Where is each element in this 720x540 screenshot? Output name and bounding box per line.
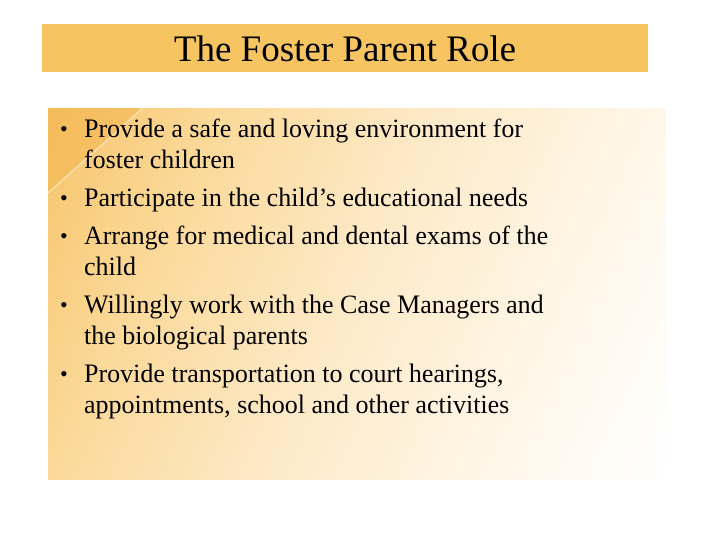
bullet-line: child (84, 252, 136, 281)
bullet-glyph: • (60, 223, 68, 248)
bullet-text (84, 113, 660, 175)
bullet-glyph: • (60, 185, 68, 210)
bullet-item (60, 182, 660, 213)
bullet-line: Participate in the child’s educational needs (84, 183, 529, 212)
bullet-line: Arrange for medical and dental exams of the (84, 221, 549, 250)
bullet-text (84, 358, 660, 420)
bullet-item (60, 289, 660, 351)
bullet-list (60, 113, 660, 427)
bullet-item (60, 113, 660, 175)
title-banner (42, 24, 648, 72)
bullet-line: foster children (84, 145, 235, 174)
bullet-line: Willingly work with the Case Managers and (84, 290, 544, 319)
bullet-line: Provide transportation to court hearings, (84, 359, 504, 388)
bullet-glyph: • (60, 116, 68, 141)
content-panel (48, 108, 666, 480)
bullet-line: the biological parents (84, 321, 308, 350)
bullet-glyph: • (60, 361, 68, 386)
bullet-text (84, 182, 660, 213)
slide-title: The Foster Parent Role (173, 28, 517, 70)
bullet-line: Provide a safe and loving environment for (84, 114, 523, 143)
bullet-glyph: • (60, 292, 68, 317)
bullet-item (60, 358, 660, 420)
bullet-item (60, 220, 660, 282)
bullet-text (84, 289, 660, 351)
bullet-text (84, 220, 660, 282)
bullet-line: appointments, school and other activities (84, 390, 510, 419)
